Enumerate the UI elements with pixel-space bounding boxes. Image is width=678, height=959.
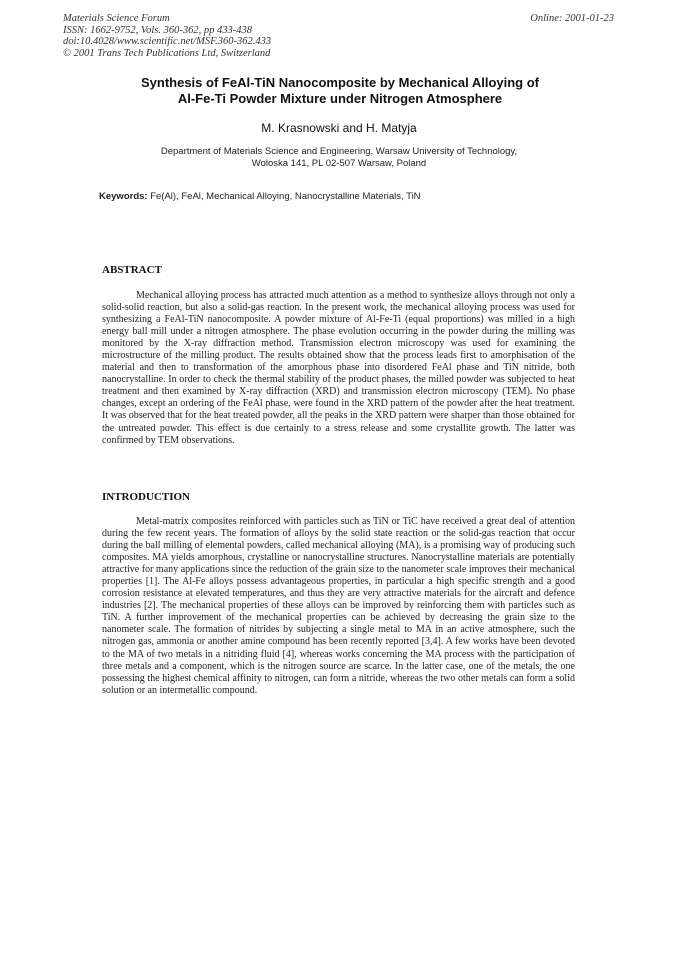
authors: M. Krasnowski and H. Matyja xyxy=(261,121,417,135)
title-line-2: Al-Fe-Ti Powder Mixture under Nitrogen Atmosphere xyxy=(177,91,503,106)
keywords-label: Keywords: xyxy=(99,191,148,202)
online-date: Online: 2001-01-23 xyxy=(530,13,614,24)
introduction-text: Metal-matrix composites reinforced with particles such as TiN or TiC have received a great deal of attention during the few recent years. The formation of alloys by the solid state reaction or the solid-gas reaction that occur during the ball milling of elemental powders, called mechanical alloying (MA), is a promising way of producing such composites. MA yields amorphous, crystalline or nanocrystalline structures. Nanocrystalline materials are potentially attractive for many applications since the reduction of the grain size to the nanometer scale improves their mechanical properties [1]. The Al-Fe alloys possess advantageous properties, in particular a high specific strength and a good corrosion resistance at elevated temperatures, and thus they are very attractive materials for the aircraft and defence industries [2]. The mechanical properties of these alloys can be improved by reinforcing them with particles such as TiN. A further improvement of the mechanical properties can be achieved by decreasing the grain size to the nanometer scale. The formation of nitrides by subjecting a single metal to MA in an active atmosphere, such the nitrogen gas, ammonia or another amine compound has been recently reported [3,4]. A few works have been devoted to the MA of two metals in a nitriding fluid [4], whereas works concerning the MA process with the participation of three metals and a component, which is the nitrogen source are scarce. In the latter case, one of the metals, the one possessing the highest chemical affinity to nitrogen, can form a nitride, whereas the two other metals can form a solid solution or an intermetallic compound. xyxy=(102,516,575,696)
affiliation-line-2: Woloska 141, PL 02-507 Warsaw, Poland xyxy=(251,157,427,169)
abstract-text: Mechanical alloying process has attracted much attention as a method to synthesize alloys through not only a solid-solid reaction, but also a solid-gas reaction. In the present work, the mechanical alloying process was used for synthesizing a FeAl-TiN nanocomposite. A powder mixture of Al-Fe-Ti (equal proportions) was milled in a high energy ball mill under a nitrogen atmosphere. The phase evolution occurring in the powder during the milling was monitored by the X-ray diffraction method. Transmission electron microscopy was used for examining the microstructure of the milling product. The results obtained show that the process leads first to amorphisation of the material and then to transformation of the amorphous phase into disordered FeAl phase and TiN nitride, both nanocrystalline. In order to check the thermal stability of the product phases, the milled powder was subjected to heat treatment and then examined by X-ray diffraction (XRD) and transmission electron microscopy (TEM). No phase changes, except an ordering of the FeAl phase, were found in the XRD pattern of the powder after the heat treatment. It was observed that for the heat treated powder, all the peaks in the XRD pattern were sharper than those obtained for the untreated powder. This effect is due certainly to a stress release and some crystallite growth. The latter was confirmed by TEM observations. xyxy=(102,290,575,446)
paper-title xyxy=(80,75,600,107)
title-line-1: Synthesis of FeAl-TiN Nanocomposite by Mechanical Alloying of xyxy=(140,75,539,90)
affiliation-line-1: Department of Materials Science and Engineering, Warsaw University of Technology, xyxy=(160,146,518,157)
affiliation xyxy=(110,146,568,169)
abstract-heading: ABSTRACT xyxy=(102,264,162,276)
keywords-text: Fe(Al), FeAl, Mechanical Alloying, Nanocrystalline Materials, TiN xyxy=(147,191,421,202)
introduction-heading: INTRODUCTION xyxy=(102,491,191,503)
doi-line: doi:10.4028/www.scientific.net/MSF.360-362.433 xyxy=(63,36,272,47)
copyright-line: © 2001 Trans Tech Publications Ltd, Switzerland xyxy=(63,47,271,59)
journal-name: Materials Science Forum xyxy=(63,13,170,24)
keywords xyxy=(99,191,599,202)
issn-line: ISSN: 1662-9752, Vols. 360-362, pp 433-438 xyxy=(63,24,252,36)
journal-meta xyxy=(63,13,271,59)
